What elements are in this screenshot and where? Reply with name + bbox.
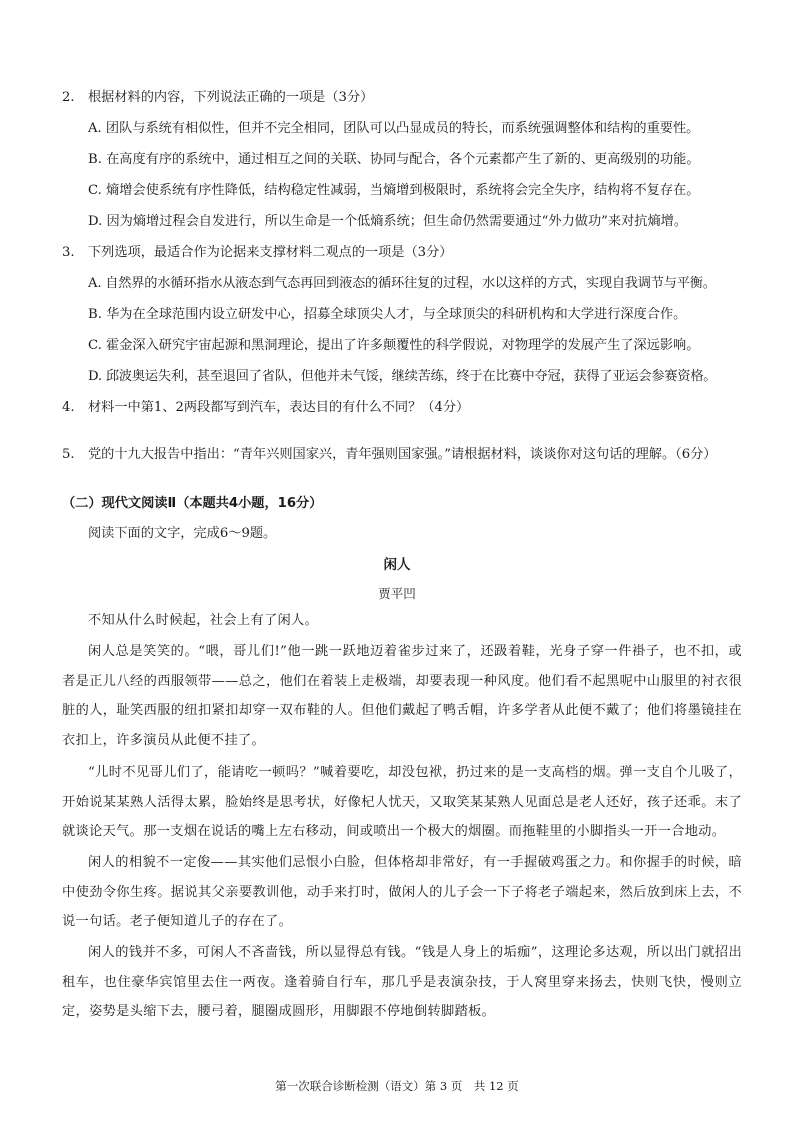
option-a: A. 自然界的水循环指水从液态到气态再回到液态的循环往复的过程，水以这样的方式，实现自我调节与平衡。 xyxy=(88,276,716,291)
article-title: 闲人 xyxy=(383,557,411,573)
question-number: 4. xyxy=(62,400,75,415)
option-b: B. 在高度有序的系统中，通过相互之间的关联、协同与配合，各个元素都产生了新的、更高级别的功能。 xyxy=(88,152,700,167)
question-stem: 材料一中第1、2两段都写到汽车，表达目的有什么不同？（4分） xyxy=(88,400,470,415)
question-2 xyxy=(62,86,754,105)
article-paragraph: 闲人的钱并不多，可闲人不吝啬钱，所以显得总有钱。“钱是人身上的垢痂”，这理论多达观，所以出门就招出租车，也住豪华宾馆里去住一两夜。逢着骑自行车，那几乎是表演杂技，于人窝里穿来扬去，快则飞快，慢则立定，姿势是头缩下去，腰弓着，腿圈成圆形，用脚跟不停地倒转脚踏板。 xyxy=(62,945,742,1019)
question-number: 5. xyxy=(62,447,75,462)
article-paragraph: “儿时不见哥儿们了，能请吃一顿吗？”喊着要吃，却没包袱，扔过来的是一支高档的烟。弹一支自个儿吸了，开始说某某熟人活得太累，脸始终是思考状，好像杞人忧天，又取笑某某熟人见面总是老人还好，孩子还乖。末了就谈论天气。那一支烟在说话的嘴上左右移动，间或喷出一个极大的烟圈。而拖鞋里的小脚指头一开一合地动。 xyxy=(62,765,742,839)
article-paragraph: 闲人的相貌不一定俊——其实他们忌恨小白脸，但体格却非常好，有一手握破鸡蛋之力。和你握手的时候，暗中使劲令你生疼。据说其父亲要教训他，动手来打时，做闲人的儿子会一下子将老子端起来，然后放到床上去，不说一句话。老子便知道儿子的存在了。 xyxy=(62,855,742,929)
option-c: C. 霍金深入研究宇宙起源和黑洞理论，提出了许多颠覆性的科学假说，对物理学的发展产生了深远影响。 xyxy=(88,338,700,353)
option-b: B. 华为在全球范围内设立研发中心，招募全球顶尖人才，与全球顶尖的科研机构和大学进行深度合作。 xyxy=(88,307,687,322)
question-4 xyxy=(62,396,754,415)
question-3 xyxy=(62,241,754,260)
option-a: A. 团队与系统有相似性，但并不完全相同，团队可以凸显成员的特长，而系统强调整体和结构的重要性。 xyxy=(88,121,700,136)
question-stem: 根据材料的内容，下列说法正确的一项是（3分） xyxy=(88,90,374,105)
page-footer: 第一次联合诊断检测（语文）第 3 页 共 12 页 xyxy=(275,1079,519,1093)
question-5 xyxy=(62,443,754,462)
option-d: D. 因为熵增过程会自发进行，所以生命是一个低熵系统；但生命仍然需要通过“外力做功”来对抗熵增。 xyxy=(88,214,688,229)
question-number: 3. xyxy=(62,245,75,260)
article-paragraph: 闲人总是笑笑的。“喂，哥儿们!”他一跳一跃地迈着雀步过来了，还趿着鞋，光身子穿一件褂子，也不扣，或者是正儿八经的西服领带——总之，他们在着装上走极端，却要表现一种风度。他们看不起黑呢中山服里的衬衣很脏的人，耻笑西服的纽扣紧扣却穿一双布鞋的人。但他们戴起了鸭舌帽，许多学者从此便不戴了；他们将墨镜挂在衣扣上，许多演员从此便不挂了。 xyxy=(62,644,742,748)
option-c: C. 熵增会使系统有序性降低，结构稳定性减弱，当熵增到极限时，系统将会完全失序，结构将不复存在。 xyxy=(88,183,700,198)
question-stem: 党的十九大报告中指出：“青年兴则国家兴，青年强则国家强。”请根据材料，谈谈你对这句话的理解。（6分） xyxy=(88,447,717,462)
question-stem: 下列选项，最适合作为论据来支撑材料二观点的一项是（3分） xyxy=(88,245,453,260)
section-instruction: 阅读下面的文字，完成6～9题。 xyxy=(88,526,277,541)
article-paragraph: 不知从什么时候起，社会上有了闲人。 xyxy=(88,613,319,628)
question-number: 2. xyxy=(62,90,75,105)
section-heading: （二）现代文阅读Ⅱ（本题共4小题，16分） xyxy=(62,496,323,511)
article-author: 贾平凹 xyxy=(378,586,416,601)
option-d: D. 邱波奥运失利，甚至退回了省队，但他并未气馁，继续苦练，终于在比赛中夺冠，获得了亚运会参赛资格。 xyxy=(88,369,717,384)
